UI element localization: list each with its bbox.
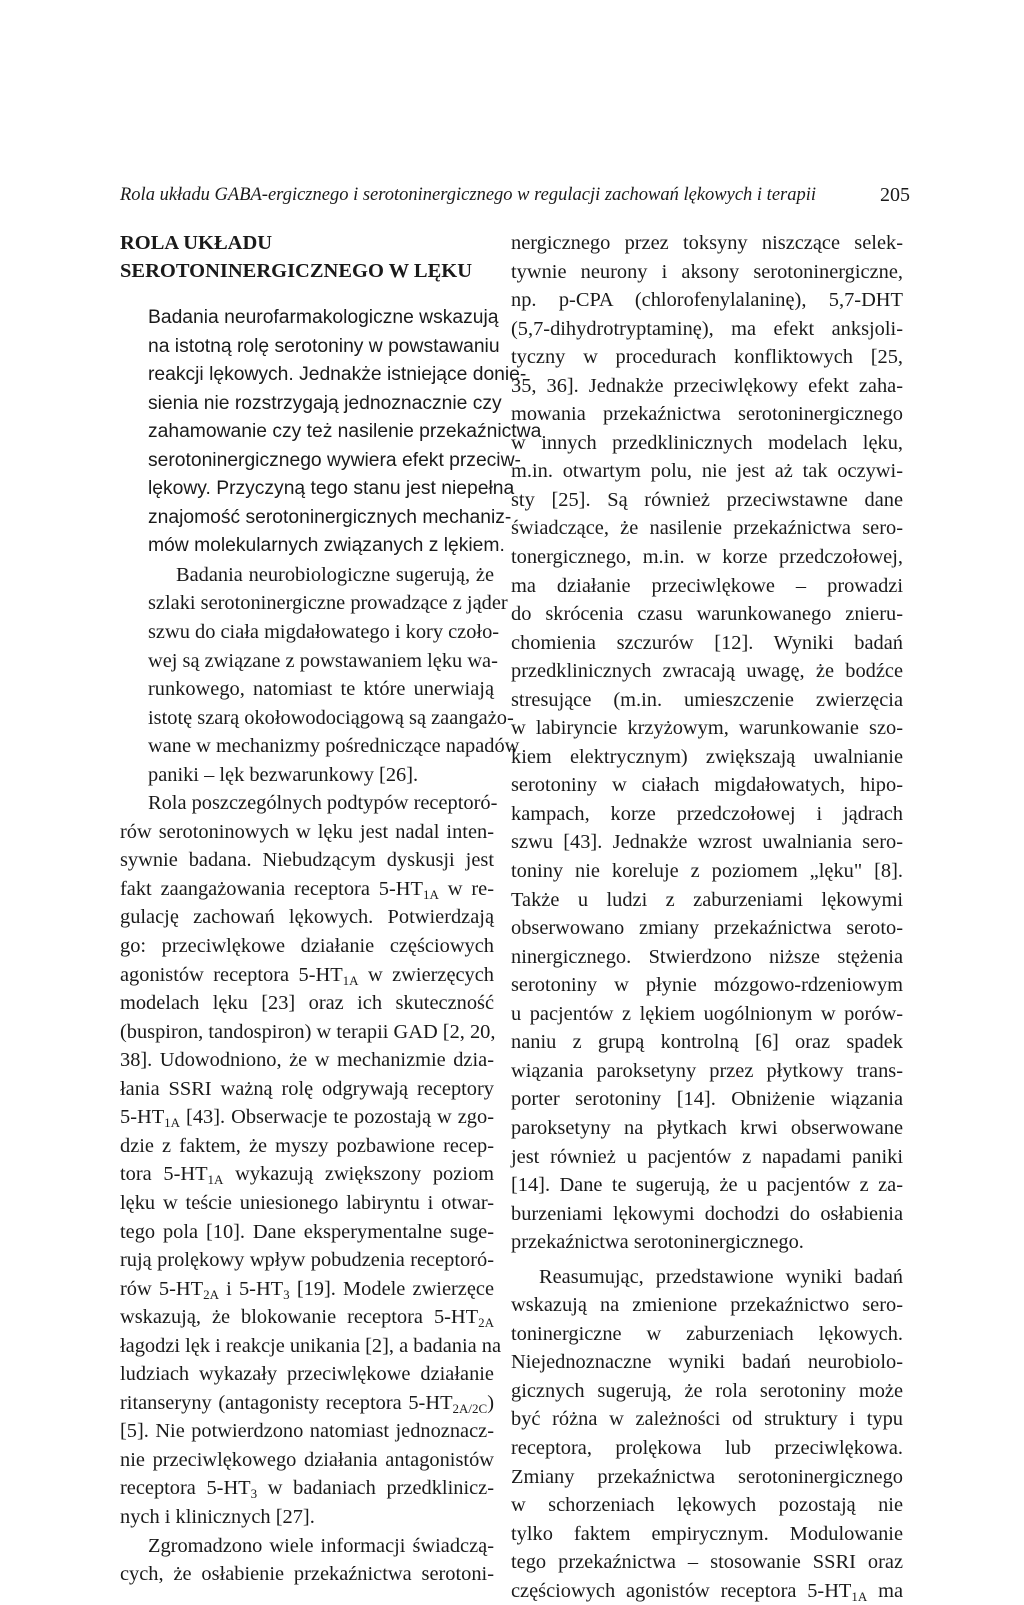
text-line: serotoniny w płynie mózgowo-rdzeniowym: [511, 974, 903, 997]
text-run: ritanseryny (antagonisty receptora 5-HT: [120, 1391, 453, 1414]
paragraph: [120, 789, 502, 1531]
text-line: mów molekularnych związanych z lękiem.: [148, 535, 505, 557]
running-head-title: Rola układu GABA-ergicznego i serotoninergicznego w regulacji zachowań lękowych i terapii: [120, 185, 817, 205]
running-head: [120, 183, 910, 207]
text-run: częściowych agonistów receptora 5-HT: [511, 1579, 852, 1602]
text-line: chomienia szczurów [12]. Wyniki badań: [511, 631, 903, 654]
text-line: kampach, korze przedczołowej i jądrach: [511, 802, 903, 825]
text-line: Reasumując, przedstawione wyniki badań: [539, 1265, 903, 1288]
right-column: [511, 229, 903, 1605]
subscript: 3: [250, 1486, 258, 1502]
text-line: na istotną rolę serotoniny w powstawaniu: [148, 335, 500, 357]
text-run: wskazują, że blokowanie receptora 5-HT: [120, 1306, 479, 1329]
text-line: świadczące, że nasilenie przekaźnictwa sero-: [511, 517, 903, 540]
text-run: receptora 5-HT: [120, 1477, 251, 1500]
text-line: tonergicznego, m.in. w korze przedczołowej,: [511, 546, 903, 569]
text-line: runkowego, natomiast te które unerwiają: [148, 678, 494, 701]
text-line: receptora, prolękowa lub przeciwlękowa.: [511, 1436, 903, 1459]
text-line: [120, 875, 494, 904]
text-line: Badania neurobiologiczne sugerują, że: [176, 563, 494, 586]
text-line: [5]. Nie potwierdzono natomiast jednoznacz-: [120, 1420, 494, 1443]
paragraph: [511, 1263, 903, 1605]
text-line: [120, 1103, 494, 1132]
subscript: 2A/2C: [452, 1400, 488, 1416]
text-line: Także u ludzi z zaburzeniami lękowymi: [511, 888, 903, 911]
text-line: tego przekaźnictwa – stosowanie SSRI oraz: [511, 1551, 903, 1574]
text-line: cych, że osłabienie przekaźnictwa serotoni-: [120, 1563, 494, 1586]
section-heading: [120, 229, 494, 285]
text-line: Badania neurofarmakologiczne wskazują: [148, 307, 499, 328]
paragraph: [120, 561, 520, 789]
text-line: Zmiany przekaźnictwa serotoninergicznego: [511, 1465, 903, 1488]
text-line: szwu do ciała migdałowatego i kory czoło-: [148, 621, 500, 644]
text-line: znajomość serotoninergicznych mechaniz-: [148, 506, 512, 528]
text-line: reakcji lękowych. Jednakże istniejące donie-: [148, 364, 527, 386]
text-line: [120, 961, 494, 990]
text-line: u pacjentów z lękiem uogólnionym w porów-: [511, 1002, 903, 1025]
paragraph: [511, 229, 903, 1257]
text-line: przedklinicznych zwracają uwagę, że bodźce: [511, 660, 903, 683]
text-line: zahamowanie czy też nasilenie przekaźnictwa: [148, 421, 542, 443]
subscript: 3: [283, 1286, 290, 1302]
text-line: porter serotoniny [14]. Obniżenie wiązania: [511, 1088, 903, 1111]
text-line: kiem elektrycznym) zwiększają uwalnianie: [511, 745, 903, 768]
text-line: paroksetyny na płytkach krwi obserwowane: [511, 1116, 903, 1139]
text-line: wane w mechanizmy pośredniczące napadów: [148, 735, 520, 758]
text-line: szwu [43]. Jednakże wzrost uwalniania sero-: [511, 831, 903, 854]
text-line: Niejednoznaczne wyniki badań neurobiolo-: [511, 1351, 903, 1374]
text-line: ludziach wykazały przeciwlękowe działanie: [120, 1363, 494, 1386]
text-line: być różna w zależności od struktury i typu: [511, 1408, 903, 1431]
text-line: tego pola [10]. Dane eksperymentalne suge-: [120, 1220, 494, 1243]
page-number: 205: [880, 184, 910, 206]
subscript: 1A: [207, 1172, 224, 1188]
text-line: lękowy. Przyczyną tego stanu jest niepełna: [148, 478, 515, 500]
text-line: [511, 1577, 903, 1605]
text-run: i 5-HT: [218, 1277, 284, 1300]
subscript: 1A: [851, 1588, 868, 1604]
text-line: nych i klinicznych [27].: [120, 1505, 315, 1528]
subscript: 2A: [478, 1315, 494, 1331]
text-line: (buspiron, tandospiron) w terapii GAD [2, 20,: [120, 1020, 496, 1043]
text-line: w innych przedklinicznych modelach lęku,: [511, 431, 903, 454]
text-line: tylko faktem empirycznym. Modulowanie: [511, 1522, 903, 1545]
text-line: sienia nie rozstrzygają jednoznacznie czy: [148, 392, 502, 414]
text-line: dzie z faktem, że myszy pozbawione recep-: [120, 1134, 494, 1157]
text-line: istotę szarą okołowodociągową są zaangażo-: [148, 706, 514, 729]
text-line: gulację zachowań lękowych. Potwierdzają: [120, 906, 494, 929]
text-run: ma: [867, 1579, 903, 1602]
section-heading-line: SEROTONINERGICZNEGO W LĘKU: [120, 260, 473, 282]
text-line: 35, 36]. Jednakże przeciwlękowy efekt zaha-: [511, 374, 903, 397]
text-line: wej są związane z powstawaniem lęku wa-: [148, 649, 498, 672]
section-heading-line: ROLA UKŁADU: [120, 232, 273, 254]
text-line: [120, 1474, 494, 1503]
text-line: [120, 1389, 494, 1418]
text-line: Zgromadzono wiele informacji świadczą-: [148, 1534, 494, 1557]
text-line: wiązania paroksetyny przez płytkowy trans-: [511, 1059, 903, 1082]
text-line: mowania przekaźnictwa serotoninergicznego: [511, 403, 903, 426]
text-line: sywnie badana. Niebudzącym dyskusji jest: [120, 849, 494, 872]
text-line: rów serotoninowych w lęku jest nadal inten-: [120, 820, 494, 843]
text-line: przekaźnictwa serotoninergicznego.: [511, 1231, 804, 1254]
text-line: w schorzeniach lękowych pozostają nie: [511, 1494, 903, 1517]
subscript: 2A: [203, 1286, 219, 1302]
text-line: szlaki serotoninergiczne prowadzące z jąder: [148, 592, 508, 615]
text-line: np. p-CPA (chlorofenylalaninę), 5,7-DHT: [511, 289, 903, 312]
text-line: naniu z grupą kontrolną [6] oraz spadek: [511, 1031, 903, 1054]
text-line: wskazują na zmienione przekaźnictwo sero-: [511, 1294, 903, 1317]
text-line: jest również u pacjentów z napadami paniki: [511, 1145, 903, 1168]
text-line: gicznych sugerują, że rola serotoniny może: [511, 1379, 903, 1402]
text-line: toninergiczne w zaburzeniach lękowych.: [511, 1322, 903, 1345]
subscript: 1A: [164, 1115, 181, 1131]
text-run: [43]. Obserwacje te pozostają w zgo-: [180, 1106, 494, 1129]
text-line: łagodzi lęk i reakcje unikania [2], a badania na: [120, 1334, 502, 1357]
text-run: 5-HT: [120, 1106, 165, 1129]
text-run: rów 5-HT: [120, 1277, 204, 1300]
text-line: 38]. Udowodniono, że w mechanizmie dzia-: [120, 1049, 494, 1072]
paragraph: [120, 1532, 494, 1589]
text-run: wykazują zwiększony poziom: [223, 1163, 495, 1186]
text-line: tywnie neurony i aksony serotoninergiczne,: [511, 260, 903, 283]
text-line: toniny nie koreluje z poziomem „lęku" [8].: [511, 860, 903, 883]
subscript: 1A: [422, 886, 439, 902]
text-line: sty [25]. Są również przeciwstawne dane: [511, 488, 903, 511]
text-line: lęku w teście uniesionego labiryntu i otwar-: [120, 1191, 494, 1214]
text-line: do skrócenia czasu warunkowanego znieru-: [511, 603, 903, 626]
text-line: łania SSRI ważną rolę odgrywają receptory: [120, 1077, 494, 1100]
text-line: burzeniami lękowymi dochodzi do osłabienia: [511, 1202, 903, 1225]
text-line: stresujące (m.in. umieszczenie zwierzęcia: [511, 688, 903, 711]
text-line: [120, 1275, 494, 1304]
text-line: go: przeciwlękowe działanie częściowych: [120, 935, 494, 958]
text-run: w re-: [438, 877, 494, 900]
subscript: 1A: [342, 972, 359, 988]
text-line: [120, 1303, 494, 1332]
text-line: [14]. Dane te sugerują, że u pacjentów z za-: [511, 1174, 903, 1197]
text-line: [120, 1160, 494, 1189]
text-line: Rola poszczególnych podtypów receptoró-: [148, 792, 498, 815]
text-line: paniki – lęk bezwarunkowy [26].: [148, 763, 419, 786]
text-line: nergicznego przez toksyny niszczące selek-: [511, 232, 903, 254]
text-run: w badaniach przedklinicz-: [257, 1477, 494, 1500]
text-line: ma działanie przeciwlękowe – prowadzi: [511, 574, 903, 597]
text-line: modelach lęku [23] oraz ich skuteczność: [120, 992, 494, 1015]
text-line: obserwowano zmiany przekaźnictwa seroto-: [511, 917, 903, 940]
text-run: agonistów receptora 5-HT: [120, 963, 343, 986]
text-run: w zwierzęcych: [358, 963, 494, 986]
text-line: (5,7-dihydrotryptaminę), ma efekt anksjoli-: [511, 317, 903, 340]
text-line: serotoninergicznego wywiera efekt przeciw-: [148, 449, 521, 471]
paragraph: [120, 304, 542, 561]
text-line: nie przeciwlękowego działania antagonistów: [120, 1448, 494, 1471]
text-line: w labiryncie krzyżowym, warunkowanie szo-: [511, 717, 903, 740]
left-column: [120, 229, 542, 1589]
text-line: ninergicznego. Stwierdzono niższe stężenia: [511, 945, 903, 968]
text-line: serotoniny w ciałach migdałowatych, hipo-: [511, 774, 903, 797]
text-run: fakt zaangażowania receptora 5-HT: [120, 877, 423, 900]
text-run: tora 5-HT: [120, 1163, 208, 1186]
text-line: rują prolękowy wpływ pobudzenia receptoró-: [120, 1249, 494, 1272]
text-line: m.in. otwartym polu, nie jest aż tak oczywi-: [511, 460, 903, 483]
text-run: [19]. Modele zwierzęce: [289, 1277, 494, 1300]
text-run: ): [487, 1391, 494, 1414]
text-line: tyczny w procedurach konfliktowych [25,: [511, 346, 903, 369]
